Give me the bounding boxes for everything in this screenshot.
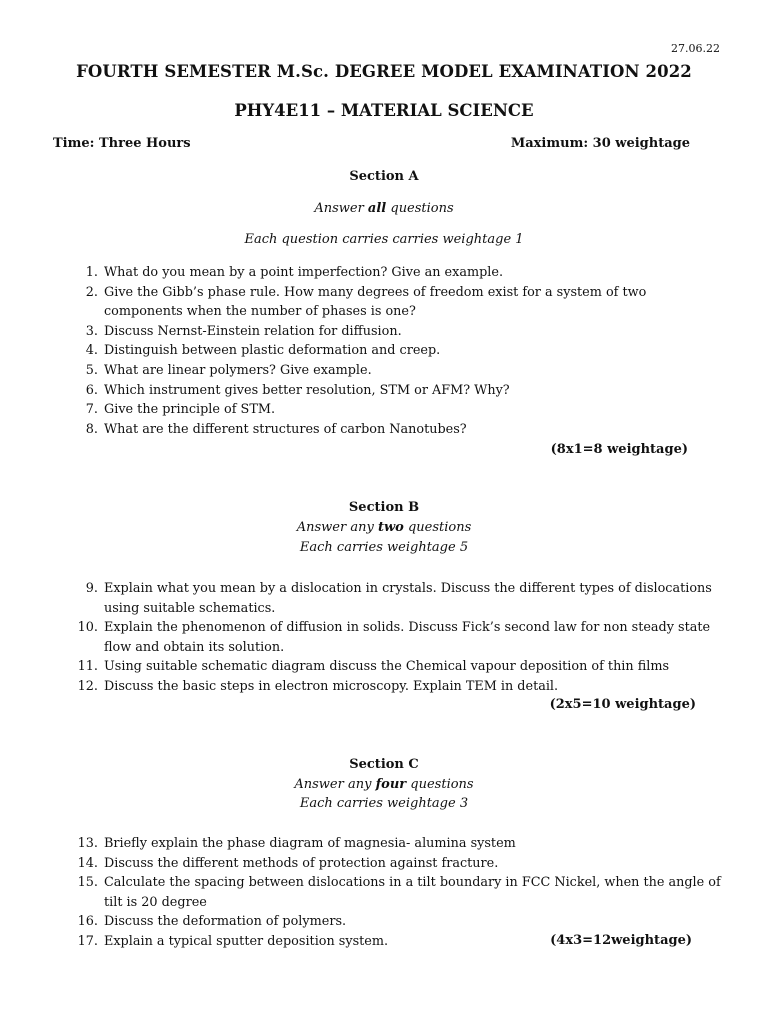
section-a-weightage: (8x1=8 weightage): [550, 442, 688, 457]
question-number: 13.: [77, 836, 98, 851]
question-number: 3.: [85, 323, 98, 339]
question-text: What are the different structures of carbon Nanotubes?: [104, 421, 467, 437]
section-c-weightage: (4x3=12weightage): [550, 933, 692, 948]
question-number: 7.: [85, 402, 98, 418]
question-number: 5.: [85, 362, 98, 378]
question-text: Discuss the deformation of polymers.: [104, 914, 347, 930]
question-item: [66, 873, 726, 912]
question-text: Explain the phenomenon of diffusion in solids. Discuss Fick’s second law for non steady state flow and obtain its solution.: [104, 620, 711, 655]
question-text: What do you mean by a point imperfection? Give an example.: [104, 265, 504, 280]
question-number: 11.: [77, 659, 98, 675]
section-b-weightage: (2x5=10 weightage): [549, 697, 696, 712]
max-weightage-label: Maximum: 30 weightage: [510, 136, 690, 151]
section-a-heading: Section A: [349, 169, 419, 184]
question-number: 9.: [85, 581, 98, 596]
question-text: Give the principle of STM.: [104, 402, 276, 418]
question-item: [66, 322, 726, 342]
section-b-weight-note: Each carries weightage 5: [299, 540, 469, 555]
question-text: Explain a typical sputter deposition system.: [104, 933, 389, 949]
question-number: 15.: [77, 875, 98, 891]
question-text: Discuss Nernst-Einstein relation for diffusion.: [104, 323, 402, 339]
time-label: Time: Three Hours: [53, 136, 191, 151]
question-number: 14.: [77, 855, 98, 871]
section-b-instruction: Answer any two questions: [296, 520, 472, 535]
question-item: [66, 579, 726, 618]
question-number: 12.: [77, 678, 98, 694]
question-number: 2.: [85, 284, 98, 300]
section-c-instruction: Answer any four questions: [294, 777, 474, 792]
question-text: Discuss the basic steps in electron microscopy. Explain TEM in detail.: [104, 678, 559, 694]
question-item: [66, 381, 726, 401]
question-text: Explain what you mean by a dislocation in crystals. Discuss the different types of dislocations using suitable schematics.: [104, 581, 712, 616]
question-item: [66, 263, 726, 283]
question-item: [66, 657, 726, 677]
exam-title: FOURTH SEMESTER M.Sc. DEGREE MODEL EXAMINATION 2022: [76, 62, 692, 81]
question-number: 8.: [85, 421, 98, 437]
question-number: 17.: [77, 933, 98, 949]
question-number: 16.: [77, 914, 98, 930]
section-a-questions: [66, 263, 726, 439]
question-item: [66, 400, 726, 420]
question-item: [66, 854, 726, 874]
section-c-weight-note: Each carries weightage 3: [299, 796, 469, 811]
question-item: [66, 420, 726, 440]
section-b-heading: Section B: [348, 500, 420, 515]
question-text: Calculate the spacing between dislocations in a tilt boundary in FCC Nickel, when the angle of tilt is 20 degree: [104, 875, 721, 910]
question-item: [66, 677, 726, 697]
question-number: 6.: [85, 382, 98, 398]
question-number: 10.: [77, 620, 98, 636]
exam-date: 27.06.22: [671, 42, 720, 55]
question-text: What are linear polymers? Give example.: [104, 362, 372, 378]
question-text: Using suitable schematic diagram discuss the Chemical vapour deposition of thin films: [104, 659, 670, 675]
section-c-heading: Section C: [349, 757, 419, 772]
question-item: [66, 283, 726, 322]
section-a-instruction: Answer all questions: [314, 201, 454, 216]
question-item: [66, 341, 726, 361]
question-item: [66, 834, 726, 854]
question-text: Give the Gibb’s phase rule. How many degrees of freedom exist for a system of two components when the number of phases is one?: [104, 284, 647, 320]
question-item: [66, 912, 726, 932]
question-item: [66, 618, 726, 657]
section-a-weight-note: Each question carries carries weightage 1: [244, 232, 524, 247]
question-item: [66, 361, 726, 381]
question-text: Distinguish between plastic deformation and creep.: [104, 343, 441, 359]
section-b-questions: [66, 579, 726, 697]
question-number: 4.: [85, 343, 98, 359]
question-text: Discuss the different methods of protection against fracture.: [104, 855, 499, 871]
question-number: 1.: [85, 265, 98, 280]
question-text: Which instrument gives better resolution, STM or AFM? Why?: [104, 382, 510, 398]
paper-title: PHY4E11 – MATERIAL SCIENCE: [234, 101, 534, 120]
question-text: Briefly explain the phase diagram of magnesia- alumina system: [104, 836, 516, 851]
exam-meta-row: [53, 136, 690, 151]
